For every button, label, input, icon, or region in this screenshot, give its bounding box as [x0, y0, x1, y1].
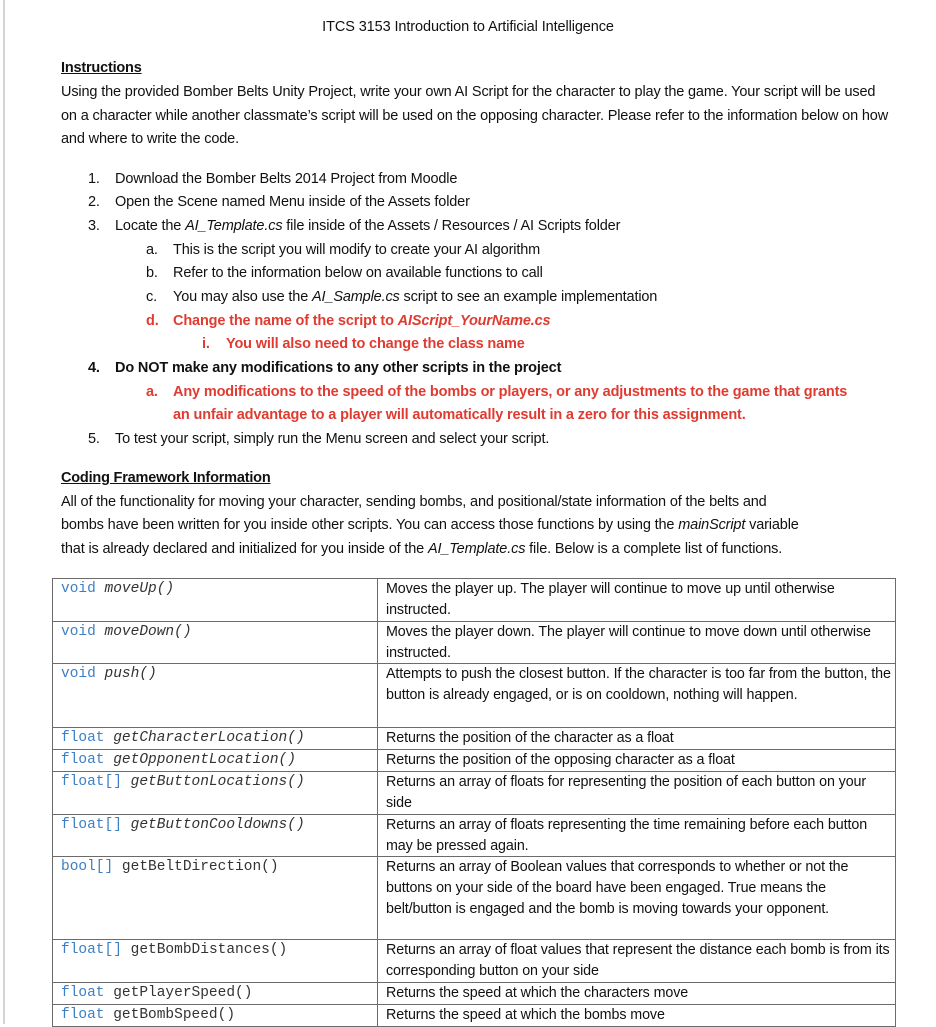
step-2: [88, 191, 470, 215]
substep-text: You will also need to change the class name: [226, 336, 525, 352]
function-name: getPlayerSpeed: [113, 984, 236, 1001]
substep-marker: d.: [146, 313, 159, 329]
table-row: [53, 857, 896, 940]
function-parens: (): [261, 859, 279, 876]
step-marker: 1.: [88, 171, 100, 187]
table-row: [53, 728, 896, 750]
function-signature: [53, 1004, 378, 1026]
function-signature: [53, 728, 378, 750]
step-text: To test your script, simply run the Menu screen and select your script.: [115, 431, 550, 447]
framework-para-line2: [61, 514, 799, 538]
step-text: Locate the: [115, 218, 186, 234]
return-type: void: [61, 624, 96, 640]
return-type: float: [61, 984, 105, 1001]
step-3b: [146, 262, 543, 286]
table-row: [53, 814, 896, 856]
function-signature: [53, 814, 378, 856]
substep-marker: a.: [146, 242, 158, 258]
return-type: float[]: [61, 774, 122, 791]
table-row: [53, 982, 896, 1004]
function-parens: (): [287, 816, 305, 833]
step-marker: 4.: [88, 360, 100, 376]
framework-text: file. Below is a complete list of functions.: [525, 541, 783, 557]
function-name: push: [104, 666, 140, 683]
document-title: ITCS 3153 Introduction to Artificial Intelligence: [322, 19, 614, 35]
substep-text-line2: an unfair advantage to a player will automatically result in a zero for this assignment.: [173, 407, 746, 423]
framework-text: that is already declared and initialized for you inside of the: [61, 541, 428, 557]
functions-table: [52, 578, 896, 1027]
function-parens: (): [287, 730, 305, 747]
substep-marker: c.: [146, 289, 157, 305]
function-description: Returns an array of float values that represent the distance each bomb is from its corresponding button on your side: [378, 940, 896, 982]
step-marker: 5.: [88, 431, 100, 447]
table-row: [53, 622, 896, 664]
table-row: [53, 1004, 896, 1026]
substep-text: script to see an example implementation: [399, 289, 658, 305]
return-type: float: [61, 1006, 105, 1023]
function-name: getCharacterLocation: [113, 730, 288, 747]
framework-text: bombs have been written for you inside other scripts. You can access those functions by using the: [61, 517, 679, 533]
filename-ai-template: AI_Template.cs: [427, 541, 526, 557]
variable-mainscript: mainScript: [678, 517, 746, 533]
filename-ai-sample: AI_Sample.cs: [312, 289, 400, 305]
step-3a: [146, 239, 540, 263]
function-description: Moves the player down. The player will continue to move down until otherwise instructed.: [378, 622, 896, 664]
function-parens: (): [235, 984, 253, 1001]
step-3: [88, 215, 620, 239]
step-1: [88, 168, 457, 192]
step-4: [88, 357, 561, 381]
function-description: Returns the position of the opposing character as a float: [378, 750, 896, 772]
function-signature: [53, 622, 378, 664]
function-signature: [53, 772, 378, 814]
step-text: Open the Scene named Menu inside of the Assets folder: [115, 194, 470, 210]
return-type: float[]: [61, 942, 122, 959]
function-parens: (): [287, 774, 305, 791]
function-name: getBombDistances: [130, 942, 270, 959]
function-signature: [53, 664, 378, 728]
substep-text-line1: Any modifications to the speed of the bombs or players, or any adjustments to the game that grants: [173, 384, 848, 400]
step-5: [88, 428, 549, 452]
function-parens: (): [269, 942, 288, 959]
step-4a-continued: [173, 404, 746, 428]
instructions-heading: Instructions: [61, 60, 142, 76]
function-signature: [53, 940, 378, 982]
function-parens: (): [139, 666, 157, 683]
framework-para-line3: [61, 538, 782, 562]
function-description: Returns the speed at which the characters move: [378, 982, 896, 1004]
step-marker: 3.: [88, 218, 100, 234]
function-name: getButtonCooldowns: [130, 816, 288, 833]
step-3d-i: [202, 333, 525, 357]
framework-para-line1: [61, 491, 767, 515]
substep-text: Refer to the information below on available functions to call: [173, 265, 543, 281]
function-name: getBeltDirection: [121, 859, 262, 876]
table-row: [53, 750, 896, 772]
step-3d: [146, 310, 550, 334]
function-parens: (): [156, 581, 175, 597]
table-row: [53, 772, 896, 814]
filename-ai-template: AI_Template.cs: [185, 218, 283, 234]
framework-text: variable: [745, 517, 799, 533]
substep-marker: a.: [146, 384, 158, 400]
framework-text: All of the functionality for moving your character, sending bombs, and positional/state information of the belts and: [61, 494, 767, 510]
substep-marker: i.: [202, 336, 210, 352]
function-description: Returns an array of floats representing the time remaining before each button may be pressed again.: [378, 814, 896, 856]
return-type: void: [61, 581, 96, 597]
return-type: float: [61, 752, 105, 769]
function-name: moveUp: [104, 581, 157, 597]
function-description: Returns the position of the character as a float: [378, 728, 896, 750]
table-row: [53, 664, 896, 728]
substep-text: You may also use the: [173, 289, 312, 305]
function-name: getButtonLocations: [130, 774, 288, 791]
filename-aiscript-yourname: AIScript_YourName.cs: [397, 313, 551, 329]
return-type: float: [61, 730, 105, 747]
page-edge-rule: [3, 0, 5, 1024]
step-text: Do NOT make any modifications to any other scripts in the project: [115, 360, 562, 376]
step-3c: [146, 286, 657, 310]
function-signature: [53, 982, 378, 1004]
function-description: Moves the player up. The player will continue to move up until otherwise instructed.: [378, 579, 896, 622]
function-signature: [53, 857, 378, 940]
function-signature: [53, 750, 378, 772]
return-type: float[]: [61, 816, 122, 833]
framework-heading: Coding Framework Information: [61, 470, 271, 486]
return-type: bool[]: [61, 859, 114, 876]
substep-marker: b.: [146, 265, 158, 281]
return-type: void: [61, 666, 96, 683]
substep-text: This is the script you will modify to create your AI algorithm: [173, 242, 541, 258]
function-name: getOpponentLocation: [113, 752, 279, 769]
function-parens: (): [174, 624, 192, 640]
step-text: Download the Bomber Belts 2014 Project from Moodle: [115, 171, 458, 187]
substep-text: Change the name of the script to: [173, 313, 398, 329]
instructions-intro: Using the provided Bomber Belts Unity Project, write your own AI Script for the character to play the game. Your script will be used on a character while another classmate’s script will be used on the opposing character. Please refer to the information below on how and where to write the code.: [61, 84, 889, 147]
step-4a: [146, 381, 847, 405]
step-text: file inside of the Assets / Resources / AI Scripts folder: [282, 218, 621, 234]
function-name: getBombSpeed: [113, 1006, 218, 1023]
table-row: [53, 940, 896, 982]
function-parens: (): [278, 752, 296, 769]
function-name: moveDown: [104, 624, 175, 640]
table-row: [53, 579, 896, 622]
function-signature: [53, 579, 378, 622]
function-parens: (): [217, 1006, 236, 1023]
function-description: Returns an array of Boolean values that corresponds to whether or not the buttons on your side of the board have been engaged. True means the belt/button is engaged and the bomb is moving towards your opponent.: [378, 857, 896, 940]
step-marker: 2.: [88, 194, 100, 210]
function-description: Attempts to push the closest button. If the character is too far from the button, the button is already engaged, or is on cooldown, nothing will happen.: [378, 664, 896, 728]
function-description: Returns the speed at which the bombs move: [378, 1004, 896, 1026]
function-description: Returns an array of floats for representing the position of each button on your side: [378, 772, 896, 814]
